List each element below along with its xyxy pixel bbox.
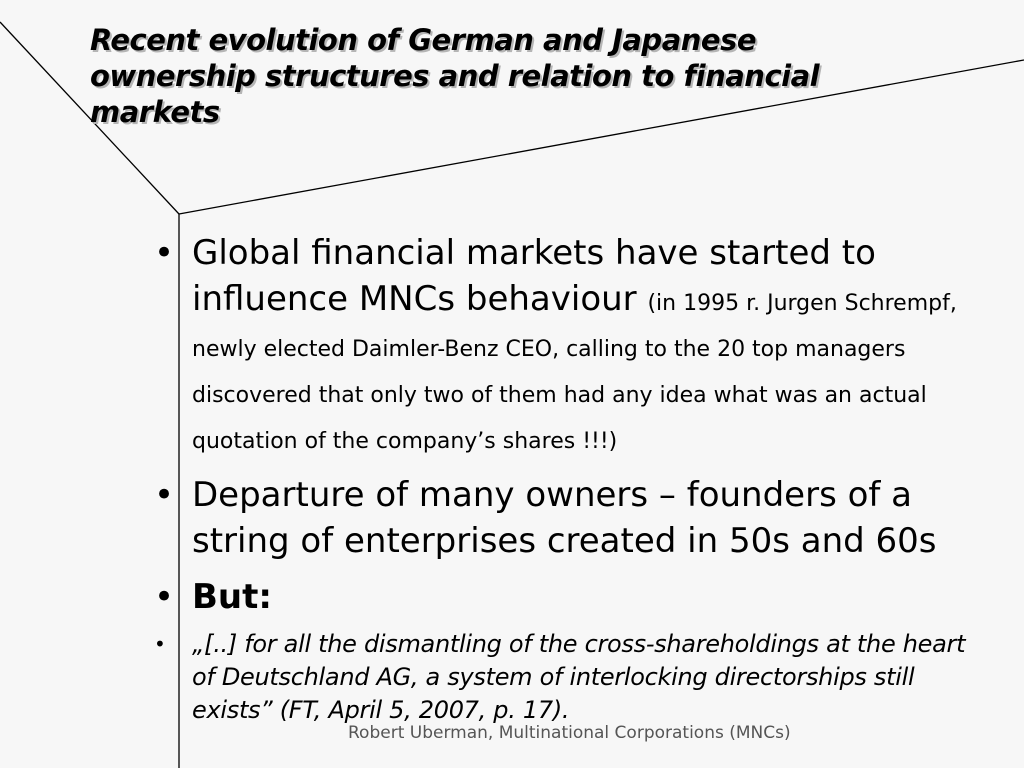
bullet-marker: • bbox=[154, 475, 175, 515]
quote-text: „[..] for all the dismantling of the cross-shareholdings at the heart of Deutschland AG, a system of interlocking directorships still exists” (FT, April 5, 2007, p. 17). bbox=[192, 630, 966, 724]
bullet-item-ft-quote bbox=[150, 628, 970, 727]
bullet-list bbox=[150, 230, 970, 727]
bullet-main-text: Global financial markets have started to influence MNCs behaviour bbox=[192, 233, 876, 319]
slide-footer: Robert Uberman, Multinational Corporations (MNCs) bbox=[348, 723, 791, 743]
bullet-marker: • bbox=[154, 577, 175, 617]
bullet-text: But: bbox=[192, 577, 272, 617]
bullet-detail-text: (in 1995 r. Jurgen Schrempf, newly elected Daimler-Benz CEO, calling to the 20 top managers discovered that only two of them had any idea what was an actual quotation of the company’s shares !!!) bbox=[192, 291, 957, 454]
bullet-item-departure-of-owners bbox=[150, 472, 970, 564]
bullet-text: Departure of many owners – founders of a string of enterprises created in 50s and 60s bbox=[192, 475, 937, 561]
bullet-item-but bbox=[150, 574, 970, 620]
bullet-item-financial-markets bbox=[150, 230, 970, 460]
bullet-marker: • bbox=[154, 233, 175, 273]
bullet-marker: • bbox=[154, 632, 166, 656]
slide-title: Recent evolution of German and Japanese ownership structures and relation to financial markets bbox=[90, 23, 820, 129]
